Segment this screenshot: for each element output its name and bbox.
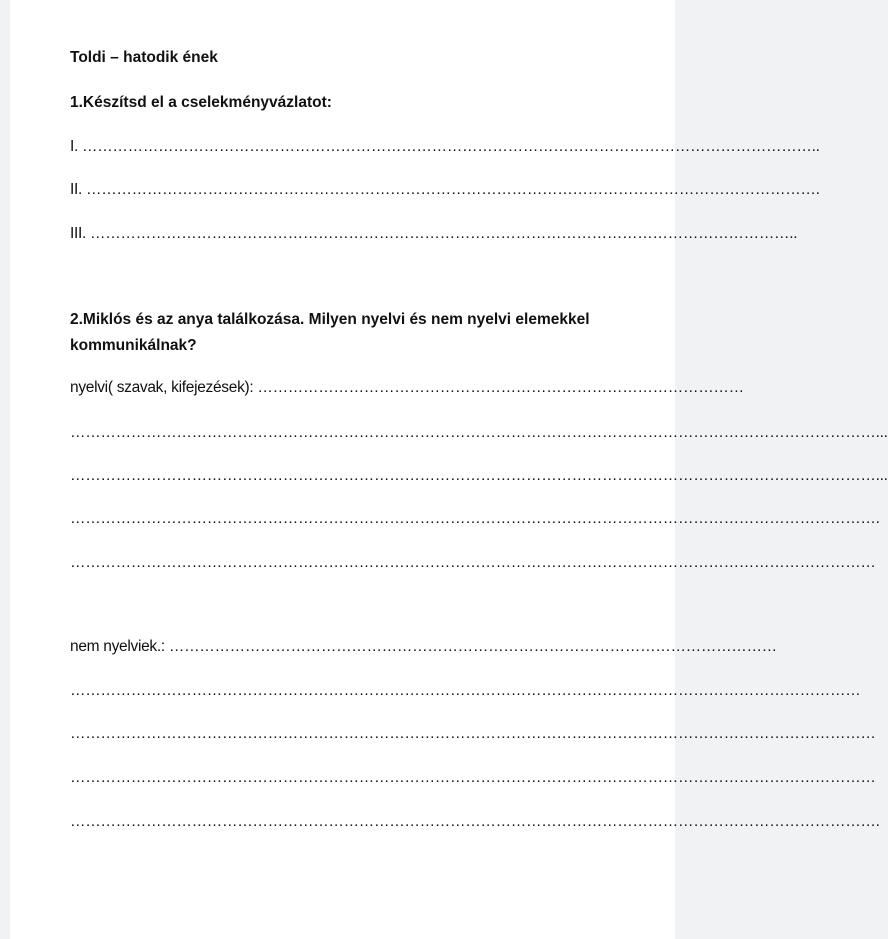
nem-nyelvi-answer-line-4: ……………………………………………………………………………………………………………………………………………. (70, 813, 880, 830)
task2-heading-line-1: 2.Miklós és az anya találkozása. Milyen nyelvi és nem nyelvi elemekkel (70, 311, 590, 328)
nyelvi-answer-line-2: ……………………………………………………………………………………………………………………………………………... (70, 467, 888, 484)
nyelvi-answer-line-4: …………………………………………………………………………………………………………………………………………… (70, 554, 876, 571)
nyelvi-label-line: nyelvi( szavak, kifejezések): …………………………………………………………………………………… (70, 379, 744, 396)
nem-nyelvi-answer-line-3: …………………………………………………………………………………………………………………………………………… (70, 769, 876, 786)
outline-row-1: I. ……………………………………………………………………………………………………………………………….. (70, 138, 820, 155)
worksheet-page (10, 0, 888, 939)
outline-row-3: III. ………………………………………………………………………………………………………………………….. (70, 225, 798, 242)
nyelvi-answer-line-3: ……………………………………………………………………………………………………………………………………………. (70, 510, 880, 527)
nem-nyelvi-answer-line-1: ………………………………………………………………………………………………………………………………………… (70, 682, 861, 699)
task1-heading: 1.Készítsd el a cselekményvázlatot: (70, 94, 332, 111)
task2-heading-line-2: kommunikálnak? (70, 337, 197, 354)
worksheet-title: Toldi – hatodik ének (70, 49, 218, 66)
nem-nyelvi-answer-line-2: …………………………………………………………………………………………………………………………………………… (70, 725, 876, 742)
outline-row-2: II. ………………………………………………………………………………………………………………………………. (70, 181, 820, 198)
nyelvi-answer-line-1: ……………………………………………………………………………………………………………………………………………... (70, 424, 888, 441)
nem-nyelvi-label-line: nem nyelviek.: ………………………………………………………………………………………………………… (70, 638, 777, 655)
